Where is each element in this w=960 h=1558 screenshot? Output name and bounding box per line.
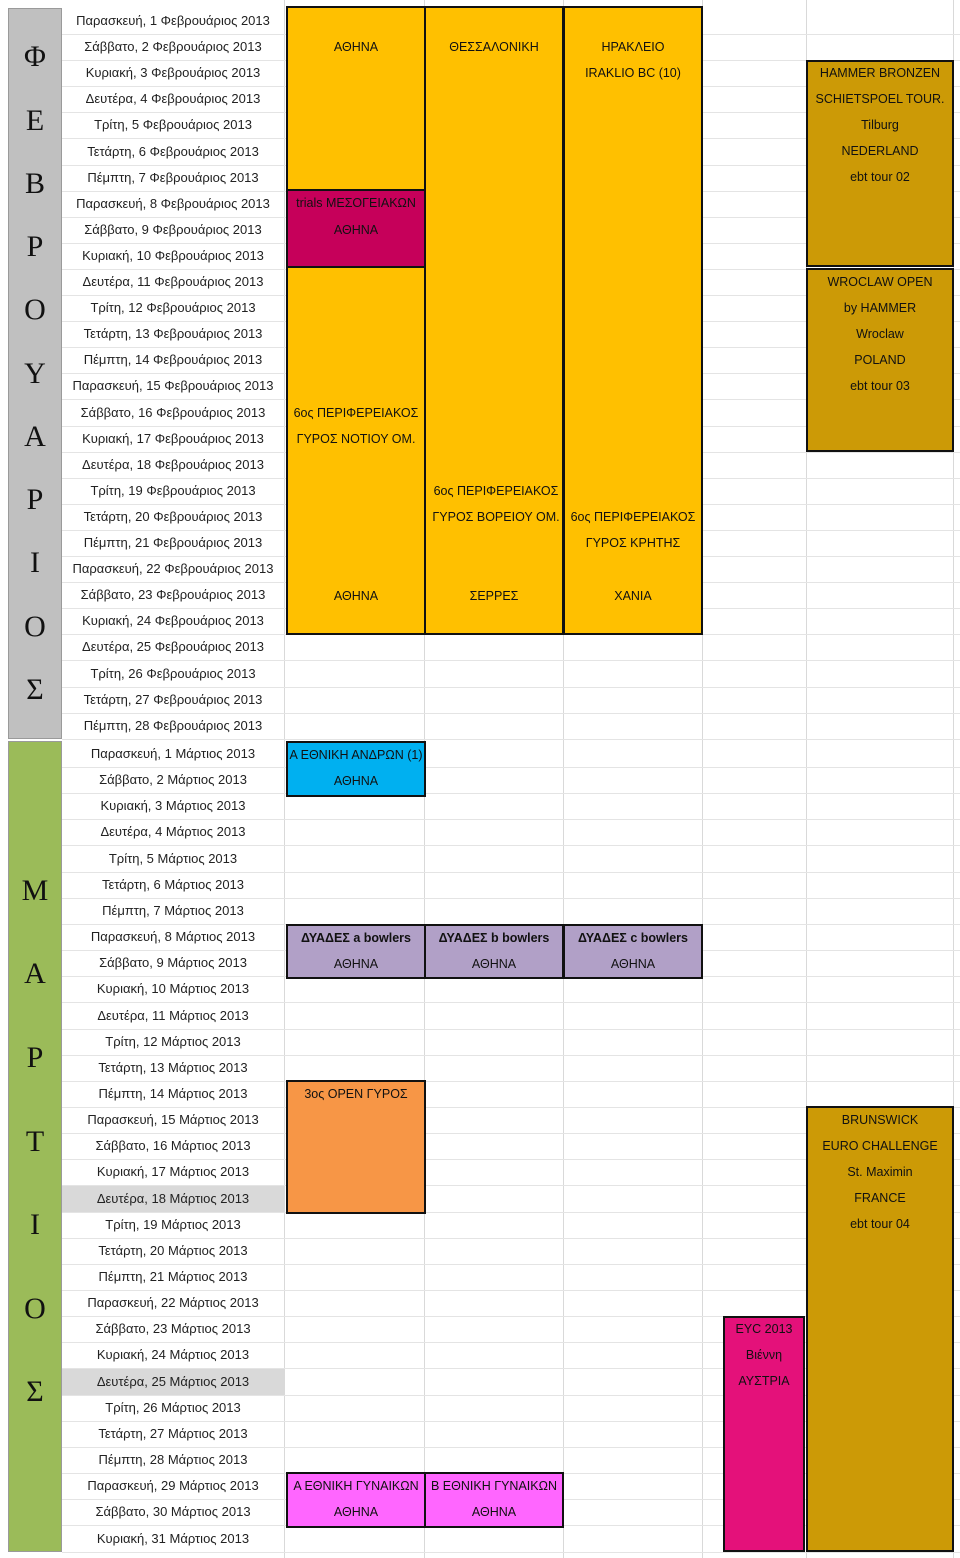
event-ethniki-andron-city: ΑΘΗΝΑ <box>333 774 379 788</box>
date-row: Σάββατο, 2 Φεβρουάριος 2013 <box>84 39 262 55</box>
date-row: Παρασκευή, 8 Μάρτιος 2013 <box>90 929 256 945</box>
event-notiou: 6ος ΠΕΡΙΦΕΡΕΙΑΚΟΣ <box>293 406 419 420</box>
date-row: Σάββατο, 16 Μάρτιος 2013 <box>95 1138 251 1154</box>
month-letter: Ι <box>30 546 40 580</box>
date-row: Κυριακή, 17 Φεβρουάριος 2013 <box>82 430 264 446</box>
event-wroclaw: WROCLAW OPEN <box>827 275 933 289</box>
event-brunswick: St. Maximin <box>847 1165 913 1179</box>
event-dyades-city: ΑΘΗΝΑ <box>333 957 379 971</box>
date-row: Τρίτη, 26 Φεβρουάριος 2013 <box>90 665 256 681</box>
event-eyc: ΑΥΣΤΡΙΑ <box>738 1374 790 1388</box>
date-row: Παρασκευή, 22 Μάρτιος 2013 <box>87 1295 259 1311</box>
gridline <box>284 0 285 1558</box>
event-brunswick: FRANCE <box>854 1191 906 1205</box>
month-letter: Ο <box>24 609 46 643</box>
date-row: Πέμπτη, 14 Μάρτιος 2013 <box>98 1085 248 1101</box>
event-b-ethniki-gynaikon: Β ΕΘΝΙΚΗ ΓΥΝΑΙΚΩΝ <box>431 1479 557 1493</box>
block-yellow-athina <box>286 6 426 635</box>
month-letter: Σ <box>26 1375 44 1409</box>
date-row: Πέμπτη, 21 Μάρτιος 2013 <box>98 1269 248 1284</box>
date-row: Πέμπτη, 21 Φεβρουάριος 2013 <box>83 535 263 550</box>
month-letter: Β <box>24 166 45 200</box>
event-voreiou: 6ος ΠΕΡΙΦΕΡΕΙΑΚΟΣ <box>433 484 559 498</box>
date-row: Κυριακή, 10 Μάρτιος 2013 <box>96 981 250 997</box>
event-irakleio: ΗΡΑΚΛΕΙΟ <box>601 40 665 54</box>
month-letter: Μ <box>21 873 49 907</box>
date-row: Κυριακή, 31 Μάρτιος 2013 <box>96 1530 250 1546</box>
date-row: Πέμπτη, 14 Φεβρουάριος 2013 <box>83 352 263 368</box>
event-feb23-chania: ΧΑΝΙΑ <box>614 589 652 603</box>
date-row: Τρίτη, 5 Μάρτιος 2013 <box>108 850 238 866</box>
date-row: Σάββατο, 9 Μάρτιος 2013 <box>99 955 247 971</box>
date-row: Δευτέρα, 18 Μάρτιος 2013 <box>62 1186 284 1212</box>
event-gynaikon-city: ΑΘΗΝΑ <box>333 1505 379 1519</box>
date-row: Πέμπτη, 28 Φεβρουάριος 2013 <box>83 717 263 733</box>
month-letter: Υ <box>24 356 46 390</box>
month-letter: Α <box>24 957 46 991</box>
event-dyades-a: ΔΥΑΔΕΣ a bowlers <box>300 931 412 945</box>
date-row: Σάββατο, 16 Φεβρουάριος 2013 <box>80 404 266 420</box>
month-letter: Ρ <box>26 230 44 263</box>
event-feb23-serres: ΣΕΡΡΕΣ <box>469 589 519 603</box>
date-row: Σάββατο, 30 Μάρτιος 2013 <box>95 1504 251 1520</box>
date-row: Δευτέρα, 11 Φεβρουάριος 2013 <box>82 274 264 289</box>
date-row: Σάββατο, 9 Φεβρουάριος 2013 <box>84 221 262 237</box>
event-brunswick: BRUNSWICK <box>841 1113 919 1127</box>
event-dyades-c: ΔΥΑΔΕΣ c bowlers <box>577 931 689 945</box>
date-row: Σάββατο, 23 Μάρτιος 2013 <box>95 1321 251 1337</box>
month-letter: Ι <box>30 1208 40 1242</box>
month-letter: Ο <box>24 293 46 327</box>
date-row: Τρίτη, 5 Φεβρουάριος 2013 <box>94 117 252 133</box>
month-letter: Φ <box>24 40 46 74</box>
date-row: Τρίτη, 26 Μάρτιος 2013 <box>105 1399 241 1415</box>
date-row: Παρασκευή, 29 Μάρτιος 2013 <box>87 1478 259 1494</box>
month-letter: Ο <box>24 1291 46 1325</box>
event-hammer-bronzen: SCHIETSPOEL TOUR. <box>815 92 945 106</box>
date-row: Κυριακή, 17 Μάρτιος 2013 <box>96 1164 250 1180</box>
event-iraklio-bc: IRAKLIO BC (10) <box>585 66 681 80</box>
event-kritis: 6ος ΠΕΡΙΦΕΡΕΙΑΚΟΣ <box>570 510 696 524</box>
event-trials-city: ΑΘΗΝΑ <box>333 223 379 237</box>
date-row: Παρασκευή, 1 Μάρτιος 2013 <box>90 746 256 761</box>
date-row: Δευτέρα, 25 Φεβρουάριος 2013 <box>82 639 264 655</box>
month-letter: Ρ <box>26 483 44 516</box>
date-row: Τετάρτη, 27 Μάρτιος 2013 <box>98 1425 248 1441</box>
date-row: Τετάρτη, 27 Φεβρουάριος 2013 <box>83 691 263 707</box>
event-wroclaw: ebt tour 03 <box>850 379 910 393</box>
date-row: Δευτέρα, 4 Μάρτιος 2013 <box>100 824 246 840</box>
date-row: Τρίτη, 19 Φεβρουάριος 2013 <box>90 482 256 498</box>
date-row: Δευτέρα, 25 Μάρτιος 2013 <box>62 1369 284 1395</box>
date-row: Κυριακή, 24 Φεβρουάριος 2013 <box>82 613 264 629</box>
event-open-gyros: 3ος OPEN ΓΥΡΟΣ <box>304 1087 408 1101</box>
block-yellow-thessaloniki <box>424 6 564 635</box>
date-row: Πέμπτη, 7 Φεβρουάριος 2013 <box>87 169 259 185</box>
date-row: Κυριακή, 24 Μάρτιος 2013 <box>96 1347 250 1363</box>
event-wroclaw: Wroclaw <box>856 327 904 341</box>
month-letter: Ρ <box>26 1040 44 1074</box>
date-row: Παρασκευή, 1 Φεβρουάριος 2013 <box>76 13 270 28</box>
month-letter: Σ <box>26 672 44 706</box>
event-eyc: Βιέννη <box>745 1348 783 1362</box>
date-row: Τετάρτη, 6 Φεβρουάριος 2013 <box>87 143 259 159</box>
event-brunswick: ebt tour 04 <box>850 1217 910 1231</box>
event-wroclaw: POLAND <box>854 353 906 367</box>
date-row: Τετάρτη, 6 Μάρτιος 2013 <box>101 876 245 892</box>
event-trials: trials ΜΕΣΟΓΕΙΑΚΩΝ <box>296 196 416 210</box>
date-row: Τρίτη, 12 Μάρτιος 2013 <box>105 1033 241 1049</box>
date-row: Τετάρτη, 20 Φεβρουάριος 2013 <box>83 508 263 524</box>
event-dyades-b: ΔΥΑΔΕΣ b bowlers <box>438 931 550 945</box>
event-hammer-bronzen: ebt tour 02 <box>850 170 910 184</box>
date-row: Παρασκευή, 8 Φεβρουάριος 2013 <box>76 195 270 211</box>
date-row: Τρίτη, 12 Φεβρουάριος 2013 <box>90 300 256 316</box>
date-row: Δευτέρα, 18 Φεβρουάριος 2013 <box>82 456 264 472</box>
event-athina: ΑΘΗΝΑ <box>333 40 379 54</box>
row-gridline <box>62 739 960 740</box>
event-hammer-bronzen: HAMMER BRONZEN <box>819 66 941 80</box>
event-hammer-bronzen: Tilburg <box>861 118 899 132</box>
date-row: Τετάρτη, 13 Φεβρουάριος 2013 <box>83 326 263 342</box>
event-hammer-bronzen: NEDERLAND <box>841 144 919 158</box>
event-feb23-athina: ΑΘΗΝΑ <box>333 589 379 603</box>
date-row: Τρίτη, 19 Μάρτιος 2013 <box>105 1216 241 1232</box>
event-eyc: EYC 2013 <box>735 1322 793 1336</box>
date-row: Παρασκευή, 22 Φεβρουάριος 2013 <box>72 561 274 577</box>
date-row: Παρασκευή, 15 Μάρτιος 2013 <box>87 1112 259 1128</box>
event-dyades-city: ΑΘΗΝΑ <box>471 957 517 971</box>
event-gynaikon-city: ΑΘΗΝΑ <box>471 1505 517 1519</box>
date-row: Πέμπτη, 28 Μάρτιος 2013 <box>98 1452 248 1468</box>
event-ethniki-andron: Α ΕΘΝΙΚΗ ΑΝΔΡΩΝ (1) <box>289 748 423 762</box>
date-row: Δευτέρα, 4 Φεβρουάριος 2013 <box>85 91 261 107</box>
month-february <box>8 8 62 739</box>
date-row: Δευτέρα, 11 Μάρτιος 2013 <box>97 1007 249 1023</box>
date-row: Τετάρτη, 13 Μάρτιος 2013 <box>98 1059 248 1075</box>
date-row: Πέμπτη, 7 Μάρτιος 2013 <box>102 902 244 918</box>
month-march <box>8 741 62 1552</box>
date-row: Κυριακή, 10 Φεβρουάριος 2013 <box>82 247 264 263</box>
event-a-ethniki-gynaikon: Α ΕΘΝΙΚΗ ΓΥΝΑΙΚΩΝ <box>293 1479 419 1493</box>
date-row: Σάββατο, 23 Φεβρουάριος 2013 <box>80 587 266 603</box>
event-wroclaw: by HAMMER <box>843 301 917 315</box>
date-row: Σάββατο, 2 Μάρτιος 2013 <box>99 772 247 788</box>
date-row: Κυριακή, 3 Φεβρουάριος 2013 <box>85 65 261 81</box>
date-row: Κυριακή, 3 Μάρτιος 2013 <box>100 798 246 814</box>
event-notiou: ΓΥΡΟΣ ΝΟΤΙΟΥ ΟΜ. <box>296 432 416 446</box>
month-letter: Α <box>24 419 46 453</box>
date-row: Παρασκευή, 15 Φεβρουάριος 2013 <box>72 378 274 394</box>
event-brunswick: EURO CHALLENGE <box>822 1139 938 1153</box>
event-kritis: ΓΥΡΟΣ ΚΡΗΤΗΣ <box>585 536 681 550</box>
month-letter: Ε <box>25 103 45 137</box>
event-dyades-city: ΑΘΗΝΑ <box>610 957 656 971</box>
month-letter: Τ <box>25 1124 45 1158</box>
event-thessaloniki: ΘΕΣΣΑΛΟΝΙΚΗ <box>449 40 539 54</box>
date-row: Τετάρτη, 20 Μάρτιος 2013 <box>98 1242 248 1258</box>
event-voreiou: ΓΥΡΟΣ ΒΟΡΕΙΟΥ ΟΜ. <box>432 510 560 524</box>
